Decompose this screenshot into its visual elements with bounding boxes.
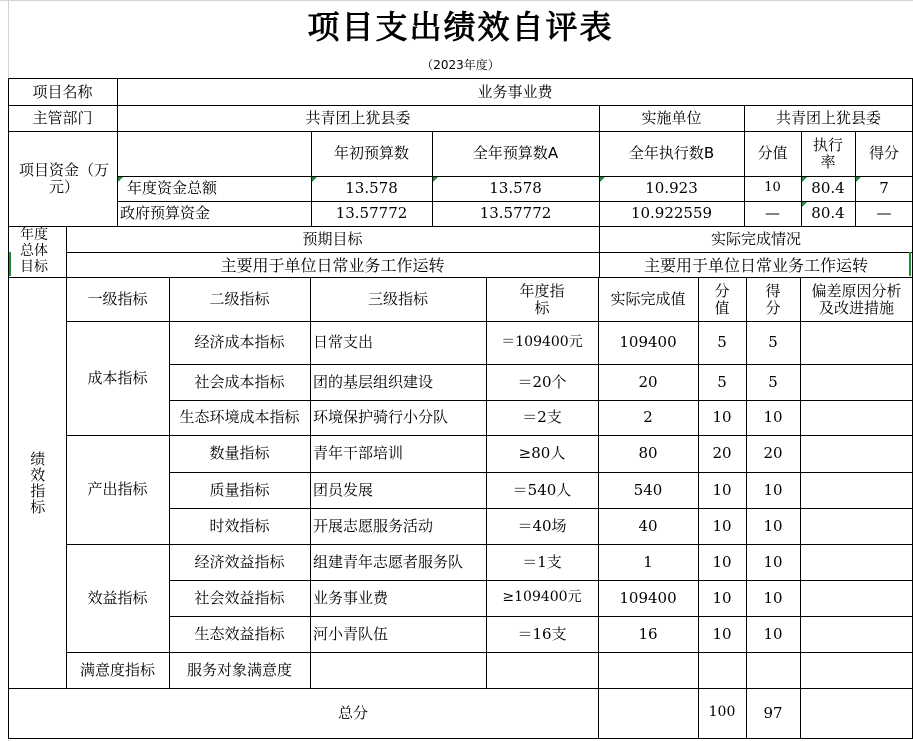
actual-cell[interactable]: 109400 [619, 588, 677, 607]
deviation-cell[interactable] [800, 580, 913, 616]
level3-cell[interactable]: 日常支出 [313, 333, 374, 352]
gov-score[interactable]: — [876, 204, 892, 223]
cell-marker [9, 252, 11, 276]
level2-cell[interactable]: 经济成本指标 [194, 333, 285, 352]
value-cell[interactable]: 10 [712, 516, 732, 535]
level2-header: 二级指标 [209, 290, 270, 309]
level2-cell[interactable]: 数量指标 [209, 444, 270, 463]
annual-exec-value[interactable]: 10.923 [645, 179, 698, 198]
total-label: 总分 [337, 703, 368, 722]
overall-goal-label: 年度总体目标 [20, 227, 48, 275]
actual-cell[interactable]: 40 [638, 516, 658, 535]
level3-cell[interactable]: 环境保护骑行小分队 [313, 408, 449, 427]
level2-cell[interactable]: 经济效益指标 [194, 552, 285, 571]
project-name-label: 项目名称 [32, 82, 93, 101]
actual-value-header: 实际完成值 [610, 290, 686, 309]
actual-cell[interactable]: 20 [638, 372, 658, 391]
actual-cell[interactable]: 2 [643, 408, 653, 427]
dept-label: 主管部门 [32, 108, 93, 127]
value-cell[interactable]: 20 [712, 444, 732, 463]
actual-cell[interactable] [598, 652, 698, 688]
target-cell[interactable]: ＝16支 [517, 624, 567, 643]
score-cell[interactable]: 10 [763, 480, 783, 499]
expected-goal-header: 预期目标 [302, 230, 363, 249]
level3-header: 三级指标 [367, 290, 428, 309]
cell-marker [312, 177, 317, 182]
value-cell[interactable]: 10 [712, 480, 732, 499]
score-cell[interactable]: 5 [768, 372, 778, 391]
cost-group-label: 成本指标 [87, 368, 148, 387]
dept-value[interactable]: 共青团上犹县委 [305, 108, 411, 127]
score-cell[interactable]: 10 [763, 588, 783, 607]
score-header: 得分 [868, 144, 899, 163]
output-group-label: 产出指标 [87, 480, 148, 499]
perf-indicators-label: 绩效指标 [28, 451, 47, 515]
target-cell[interactable]: ＝1支 [522, 552, 562, 571]
level2-cell[interactable]: 质量指标 [209, 480, 270, 499]
level3-cell[interactable] [310, 652, 489, 688]
value-cell[interactable]: 10 [712, 624, 732, 643]
deviation-header: 偏差原因分析及改进措施 [811, 282, 902, 317]
score-cell[interactable]: 10 [763, 516, 783, 535]
initial-budget-header: 年初预算数 [333, 144, 409, 163]
impl-unit-label: 实施单位 [641, 108, 702, 127]
satisfaction-group-label: 满意度指标 [79, 660, 155, 679]
got-header: 得分 [765, 282, 781, 317]
year-label: （2023年度） [421, 57, 500, 72]
total-value[interactable]: 100 [708, 704, 736, 721]
score-cell[interactable] [746, 652, 800, 688]
full-budget-header: 全年预算数A [472, 144, 559, 163]
value-cell[interactable]: 5 [717, 333, 727, 352]
score-cell[interactable]: 10 [763, 624, 783, 643]
deviation-cell[interactable] [800, 400, 913, 435]
impl-unit-value[interactable]: 共青团上犹县委 [775, 108, 881, 127]
cell-marker [856, 177, 861, 182]
actual-cell[interactable]: 16 [638, 624, 658, 643]
cell-marker [118, 177, 123, 182]
deviation-cell[interactable] [800, 616, 913, 652]
level2-cell[interactable]: 服务对象满意度 [186, 660, 292, 679]
annual-initial-value[interactable]: 13.578 [345, 179, 398, 198]
level3-cell[interactable]: 河小青队伍 [313, 624, 389, 643]
value-cell[interactable]: 10 [712, 588, 732, 607]
expected-goal-value[interactable]: 主要用于单位日常业务工作运转 [220, 255, 445, 275]
target-cell[interactable] [486, 652, 598, 688]
value-cell[interactable]: 5 [717, 372, 727, 391]
score-cell[interactable]: 10 [763, 408, 783, 427]
annual-full-value[interactable]: 13.578 [489, 179, 542, 198]
deviation-cell[interactable] [800, 544, 913, 580]
level3-cell[interactable]: 青年干部培训 [313, 444, 404, 463]
cell-marker [600, 177, 605, 182]
target-cell[interactable]: ≥109400元 [502, 589, 582, 606]
level3-cell[interactable]: 团员发展 [313, 480, 374, 499]
gov-value[interactable]: — [765, 204, 780, 223]
annual-total-label: 年度资金总额 [127, 179, 218, 198]
cell-marker [909, 252, 911, 276]
level1-header: 一级指标 [87, 290, 148, 309]
actual-status-header: 实际完成情况 [710, 230, 801, 249]
value-cell[interactable]: 10 [712, 408, 732, 427]
full-exec-header: 全年执行数B [628, 144, 715, 163]
cell-marker [802, 177, 807, 182]
annual-target-header: 年度指标 [519, 282, 565, 317]
actual-cell[interactable]: 109400 [619, 333, 677, 352]
level2-cell[interactable]: 生态效益指标 [194, 624, 285, 643]
exec-rate-header: 执行率 [813, 136, 844, 171]
level2-cell[interactable]: 时效指标 [209, 516, 270, 535]
level3-cell[interactable]: 开展志愿服务活动 [313, 516, 434, 535]
target-cell[interactable]: ＝40场 [517, 516, 567, 535]
page-title: 项目支出绩效自评表 [307, 8, 614, 47]
cell-marker [802, 202, 807, 207]
gov-rate[interactable]: 80.4 [811, 204, 845, 223]
score-cell[interactable]: 10 [763, 552, 783, 571]
value-header: 分值 [714, 282, 730, 317]
gov-budget-label: 政府预算资金 [120, 204, 211, 223]
gov-full-value[interactable]: 13.57772 [479, 204, 552, 223]
target-cell[interactable]: ＝2支 [522, 408, 562, 427]
target-cell[interactable]: ＝20个 [517, 372, 567, 391]
level3-cell[interactable]: 组建青年志愿者服务队 [313, 552, 464, 571]
actual-cell[interactable]: 80 [638, 444, 658, 463]
actual-goal-value[interactable]: 主要用于单位日常业务工作运转 [643, 255, 868, 275]
actual-cell[interactable]: 1 [643, 552, 653, 571]
project-name-value[interactable]: 业务事业费 [477, 82, 553, 101]
total-score[interactable]: 97 [763, 703, 783, 722]
target-cell[interactable]: ＝540人 [512, 480, 572, 499]
annual-value[interactable]: 10 [764, 180, 781, 196]
funds-label: 项目资金（万元） [18, 161, 109, 196]
deviation-cell[interactable] [800, 321, 913, 364]
score-cell[interactable]: 5 [768, 333, 778, 352]
annual-score[interactable]: 7 [879, 179, 889, 198]
actual-cell[interactable]: 540 [633, 480, 663, 499]
level3-cell[interactable]: 团的基层组织建设 [313, 372, 434, 391]
level2-cell[interactable]: 生态环境成本指标 [179, 408, 300, 427]
benefit-group-label: 效益指标 [87, 588, 148, 607]
score-cell[interactable]: 20 [763, 444, 783, 463]
value-cell[interactable] [698, 652, 746, 688]
deviation-cell[interactable] [800, 652, 913, 688]
value-cell[interactable]: 10 [712, 552, 732, 571]
level3-cell[interactable]: 业务事业费 [313, 588, 389, 607]
deviation-cell[interactable] [800, 508, 913, 544]
level2-cell[interactable]: 社会成本指标 [194, 372, 285, 391]
level2-cell[interactable]: 社会效益指标 [194, 588, 285, 607]
deviation-cell[interactable] [800, 364, 913, 400]
score-value-header: 分值 [757, 144, 788, 163]
annual-rate[interactable]: 80.4 [811, 179, 845, 198]
cell-marker [433, 177, 438, 182]
target-cell[interactable]: ≥80人 [518, 444, 566, 463]
target-cell[interactable]: ＝109400元 [501, 333, 583, 350]
deviation-cell[interactable] [800, 472, 913, 508]
deviation-cell[interactable] [800, 435, 913, 472]
gov-initial-value[interactable]: 13.57772 [335, 204, 408, 223]
gov-exec-value[interactable]: 10.922559 [630, 204, 713, 223]
